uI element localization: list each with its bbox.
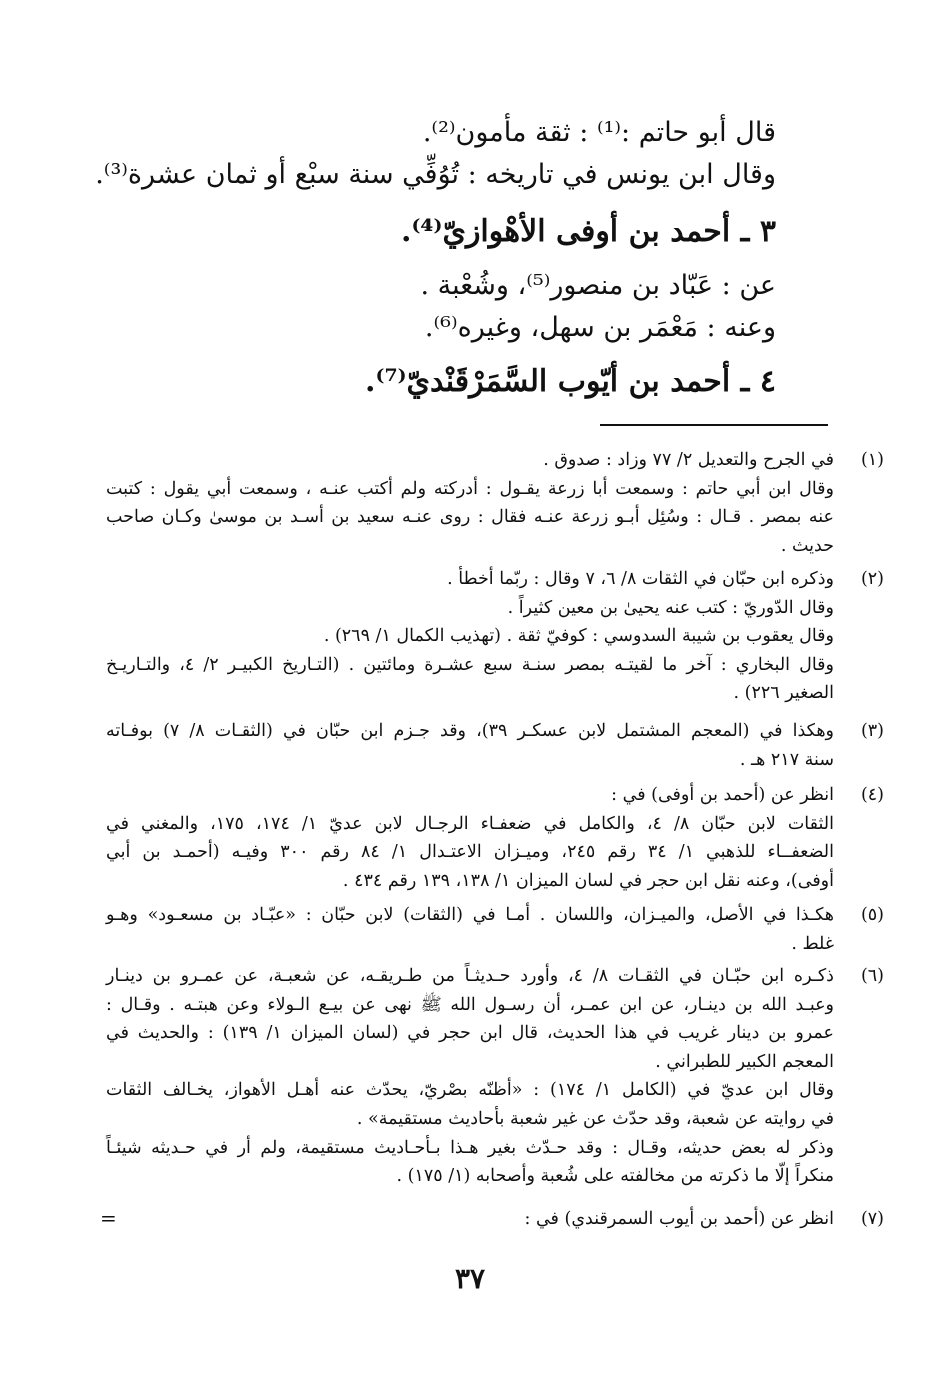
footnote-number: (٧): [860, 1209, 884, 1229]
footnote-line: وقال ابن أبي حاتم : وسمعت أبا زرعة يقـول : أدركته ولم أكتب عنـه ، وسمعت أبي يقول : كتبت: [106, 478, 834, 499]
footnote: [106, 446, 884, 560]
footnote-line: أوفى)، وعنه نقل ابن حجر في لسان الميزان ١/ ١٣٨، ١٣٩ رقم ٤٣٤ .: [342, 870, 834, 891]
footnote-line: وقال ابن عديّ في (الكامل ١/ ١٧٤) : «أظنّه بصْريّ، يحدّث عنه أهـل الأهواز، يخـالف الثقات: [106, 1080, 834, 1101]
footnote: [106, 717, 884, 774]
continuation-mark: =: [100, 1206, 117, 1230]
main-line: قال أبو حاتم :⁽¹⁾ : ثقة مأمون⁽²⁾.: [422, 117, 776, 148]
footnote: [106, 565, 884, 708]
footnote-line: في روايته عن شعبة، وقد حدّث عن غير شعبة بأحاديث مستقيمة» .: [356, 1108, 834, 1129]
footnote-number: (٣): [860, 721, 884, 741]
footnote-number: (٦): [860, 966, 884, 986]
footnote-line: وذكره ابن حبّان في الثقات ٨/ ٦، ٧ وقال : ربّما أخطأ .: [447, 569, 834, 589]
footnote: [106, 781, 884, 895]
footnote: [106, 901, 884, 958]
footnote-line: الضعفــاء للذهبي ١/ ٣٤ رقم ٢٤٥، وميـزان الاعتـدال ١/ ٨٤ رقم ٣٠٠ وفيـه (أحمـد بن أبي: [106, 842, 834, 863]
footnote-number: (٤): [860, 785, 884, 805]
footnote-line: انظر عن (أحمد بن أيوب السمرقندي) في :: [524, 1209, 834, 1229]
entry-heading: ٣ ـ أحمد بن أوفى الأهْوازيّ⁽⁴⁾.: [401, 214, 776, 249]
footnote-line: غلط .: [791, 933, 834, 954]
footnote-line: هكـذا في الأصل، والميـزان، واللسان . أمـا في (الثقات) لابن حبّان : «عبّـاد بن مسعـود» وهـو: [106, 905, 834, 925]
footnote: [106, 962, 884, 1191]
footnote-line: انظر عن (أحمد بن أوفى) في :: [611, 785, 834, 805]
footnote-divider: [600, 424, 828, 426]
footnote-line: وذكر له بعض حديثه، وقـال : وقد حـدّث بغير هـذا بـأحـاديث مستقيمة، ولم أر في حـديثه شيئـاً: [106, 1137, 834, 1158]
entry-heading: ٤ ـ أحمد بن أيّوب السَّمَرْقَنْديّ⁽⁷⁾.: [365, 364, 776, 399]
footnote-line: وقال الدّوريّ : كتب عنه يحيىٰ بن معين كثيراً .: [507, 597, 834, 618]
footnote-line: وعبـد الله بن دينـار، عن ابن عمـر، أن رسـول الله ﷺ نهى عن بيـع الـولاء وعن هبتـه . وقـال :: [106, 994, 834, 1015]
main-line: وقال ابن يونس في تاريخه : تُوُفِّي سنة سبْع أو ثمان عشرة⁽³⁾.: [95, 159, 776, 190]
footnote-number: (٥): [860, 905, 884, 925]
footnote-line: وقال يعقوب بن شيبة السدوسي : كوفيّ ثقة . (تهذيب الكمال ١/ ٢٦٩) .: [323, 626, 834, 647]
footnote: [106, 1205, 884, 1234]
footnote-line: حديث .: [780, 535, 834, 556]
footnote-line: الثقات لابن حبّان ٨/ ٤، والكامل في ضعفـاء الرجـال لابن عديّ ١/ ١٧٤، ١٧٥، والمغني في: [106, 813, 834, 834]
footnote-line: ذكـره ابن حبّـان في الثقـات ٨/ ٤، وأورد حـديثـاً من طـريقـه، عن شعبـة، عن عمـرو بن دينـار: [106, 966, 834, 986]
main-line: وعنه : مَعْمَر بن سهل، وغيره⁽⁶⁾.: [424, 312, 776, 343]
main-line: عن : عَبّاد بن منصور⁽⁵⁾، وشُعْبة .: [420, 270, 776, 301]
page-number: ٣٧: [454, 1262, 486, 1295]
footnote-line: وهكذا في (المعجم المشتمل لابن عسكـر ٣٩)، وقد جـزم ابن حبّان في (الثقـات ٨/ ٧) بوفـاته: [106, 721, 834, 741]
footnote-line: عنه بمصر . قـال : وسُئِل أبـو زرعة عنـه فقال : روى عنـه سعيد بن أسـد بن موسىٰ وكـان صاحب: [106, 507, 834, 528]
footnote-number: (١): [860, 450, 884, 470]
footnote-line: وقال البخاري : آخر ما لقيتـه بمصر سنـة سبع عشـرة ومائتين . (التـاريخ الكبيـر ٢/ ٤، والتـاريـخ: [106, 654, 834, 675]
footnote-line: الصغير ٢٢٦) .: [733, 683, 834, 704]
footnote-line: عمرو بن دينار غريب في هذا الحديث، قال ابن حجر في (لسان الميزان ١/ ١٣٩) : والحديث في: [106, 1023, 834, 1044]
footnote-line: المعجم الكبير للطبراني .: [655, 1051, 834, 1072]
footnote-line: سنة ٢١٧ هـ .: [739, 749, 834, 770]
footnote-number: (٢): [860, 569, 884, 589]
footnote-line: منكراً إلّا ما ذكرته من مخالفته على شُعبة وأصحابه (١/ ١٧٥) .: [396, 1166, 834, 1187]
footnote-line: في الجرح والتعديل ٢/ ٧٧ وزاد : صدوق .: [543, 450, 834, 470]
